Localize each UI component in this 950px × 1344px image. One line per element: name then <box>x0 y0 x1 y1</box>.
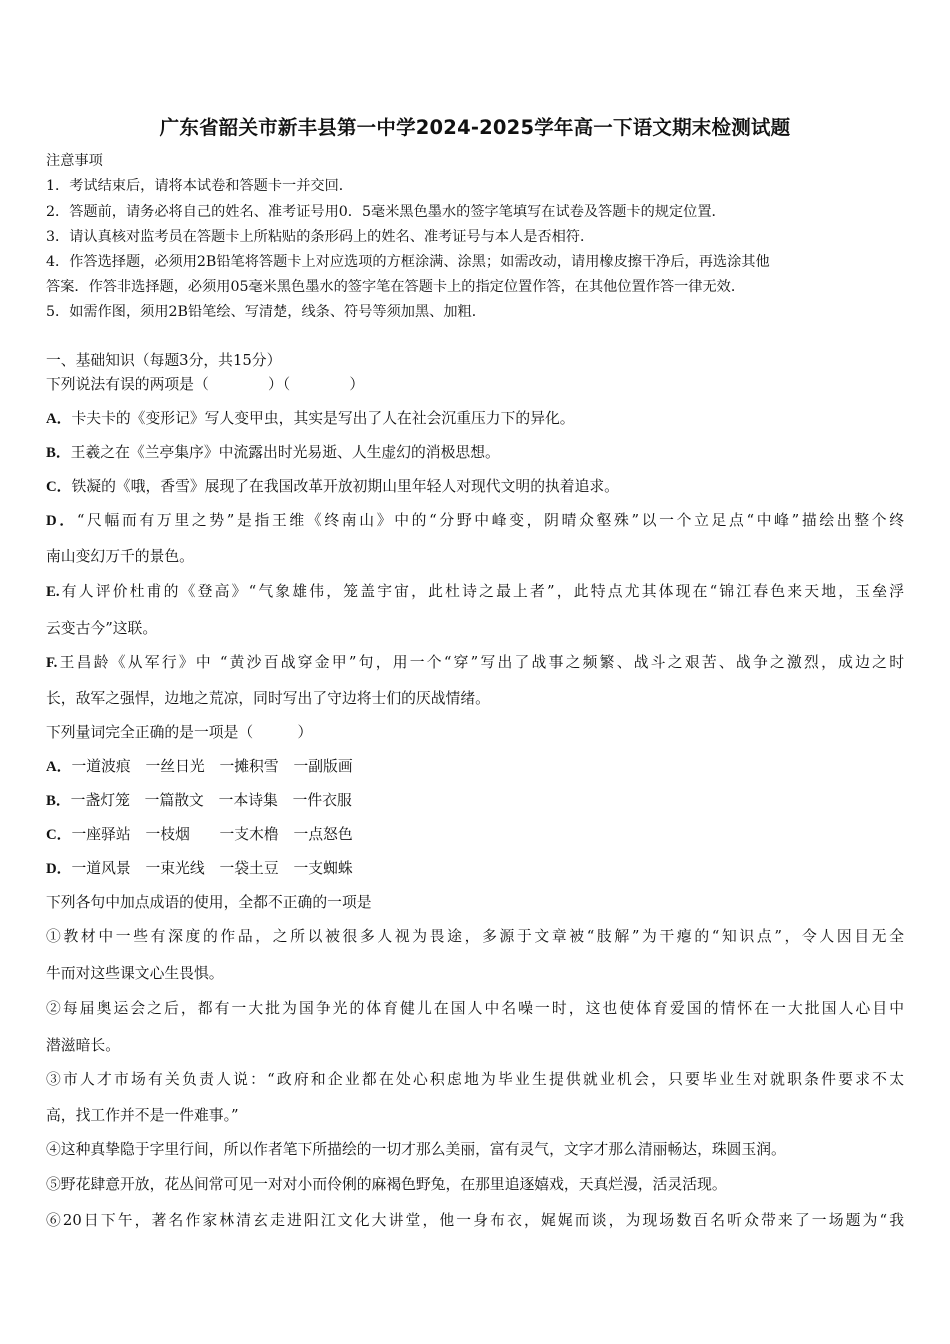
option-label: F. <box>46 655 58 671</box>
option-text: 一道风景 一束光线 一袋土豆 一支蜘蛛 <box>71 860 353 877</box>
notice-heading: 注意事项 <box>46 153 103 169</box>
q3-sentence-2-cont: 潜滋暗长。 <box>46 1037 120 1054</box>
notice-item: 3．请认真核对监考员在答题卡上所粘贴的条形码上的姓名、准考证号与本人是否相符． <box>46 229 595 245</box>
q1-option-f <box>46 653 904 673</box>
q2-option-b <box>46 791 352 811</box>
q1-option-d-cont: 南山变幻万千的景色。 <box>46 548 194 565</box>
notice-item: 4．作答选择题，必须用2B铅笔将答题卡上对应选项的方框涂满、涂黑；如需改动，请用橡皮擦干净后，再选涂其他 <box>46 254 770 270</box>
option-text: “尺幅而有万里之势”是指王维《终南山》中的“分野中峰变，阴晴众壑殊”以一个立足点“中峰”描绘出整个终 <box>76 512 904 529</box>
q3-sentence-1-cont: 牛而对这些课文心生畏惧。 <box>46 965 224 982</box>
q1-option-c <box>46 477 619 497</box>
option-text: 一座驿站 一枝烟 一支木橹 一点怒色 <box>71 826 353 843</box>
page-title: 广东省韶关市新丰县第一中学2024-2025学年高一下语文期末检测试题 <box>159 116 791 139</box>
option-label: E. <box>46 584 60 600</box>
option-text: 王羲之在《兰亭集序》中流露出时光易逝、人生虚幻的消极思想。 <box>70 444 500 461</box>
option-text: 卡夫卡的《变形记》写人变甲虫，其实是写出了人在社会沉重压力下的异化。 <box>71 410 575 427</box>
question-3-stem: 下列各句中加点成语的使用，全都不正确的一项是 <box>46 894 372 911</box>
notice-item: 2．答题前，请务必将自己的姓名、准考证号用0．5毫米黑色墨水的签字笔填写在试卷及答题卡的规定位置． <box>46 204 726 220</box>
option-text: 有人评价杜甫的《登高》“气象雄伟，笼盖宇宙，此杜诗之最上者”，此特点尤其体现在“锦江春色来天地，玉垒浮 <box>59 583 904 600</box>
notice-item: 5．如需作图，须用2B铅笔绘、写清楚，线条、符号等须加黑、加粗． <box>46 304 486 320</box>
q3-sentence-3: ③市人才市场有关负责人说：“政府和企业都在处心积虑地为毕业生提供就业机会，只要毕业生对就职条件要求不太 <box>46 1071 904 1088</box>
option-label: A． <box>46 759 72 775</box>
option-text: 一道波痕 一丝日光 一摊积雪 一副版画 <box>71 758 353 775</box>
q3-sentence-2: ②每届奥运会之后，都有一大批为国争光的体育健儿在国人中名噪一时，这也使体育爱国的情怀在一大批国人心目中 <box>46 1000 904 1017</box>
option-label: B． <box>46 793 71 809</box>
q3-sentence-1: ①教材中一些有深度的作品，之所以被很多人视为畏途，多源于文章被“肢解”为干瘪的“知识点”，令人因目无全 <box>46 928 904 945</box>
option-text: 铁凝的《哦，香雪》展现了在我国改革开放初期山里年轻人对现代文明的执着追求。 <box>71 478 619 495</box>
q1-option-e <box>46 582 904 602</box>
question-2-stem: 下列量词完全正确的是一项是（ ） <box>46 724 313 741</box>
notice-item: 1．考试结束后，请将本试卷和答题卡一并交回． <box>46 178 353 194</box>
q2-option-d <box>46 859 353 879</box>
notice-item: 答案．作答非选择题，必须用05毫米黑色墨水的签字笔在答题卡上的指定位置作答，在其他位置作答一律无效． <box>46 279 746 295</box>
q1-option-f-cont: 长，敌军之强悍，边地之荒凉，同时写出了守边将士们的厌战情绪。 <box>46 690 490 707</box>
q3-sentence-3-cont: 高，找工作并不是一件难事。” <box>46 1107 239 1124</box>
option-label: D． <box>46 513 77 529</box>
option-label: B． <box>46 445 71 461</box>
option-text: 王昌龄《从军行》中 “黄沙百战穿金甲”句，用一个“穿”写出了战事之频繁、战斗之艰苦、战争之激烈，成边之时 <box>57 654 904 671</box>
q2-option-c <box>46 825 353 845</box>
q3-sentence-6: ⑥20日下午，著名作家林清玄走进阳江文化大讲堂，他一身布衣，娓娓而谈，为现场数百名听众带来了一场题为“我 <box>46 1212 904 1229</box>
section-heading: 一、基础知识（每题3分，共15分） <box>46 352 282 369</box>
option-label: C． <box>46 479 72 495</box>
option-label: C． <box>46 827 72 843</box>
q3-sentence-5: ⑤野花肆意开放，花丛间常可见一对对小而伶俐的麻褐色野兔，在那里追逐嬉戏，天真烂漫，活灵活现。 <box>46 1176 727 1193</box>
q1-option-e-cont: 云变古今”这联。 <box>46 620 158 637</box>
q1-option-b <box>46 443 500 463</box>
question-1-stem: 下列说法有误的两项是（ ）（ ） <box>46 376 365 393</box>
option-label: A． <box>46 411 72 427</box>
q1-option-d <box>46 511 904 531</box>
q2-option-a <box>46 757 353 777</box>
option-label: D． <box>46 861 72 877</box>
option-text: 一盏灯笼 一篇散文 一本诗集 一件衣服 <box>70 792 352 809</box>
q1-option-a <box>46 409 575 429</box>
q3-sentence-4: ④这种真挚隐于字里行间，所以作者笔下所描绘的一切才那么美丽，富有灵气，文字才那么清丽畅达，珠圆玉润。 <box>46 1141 786 1158</box>
